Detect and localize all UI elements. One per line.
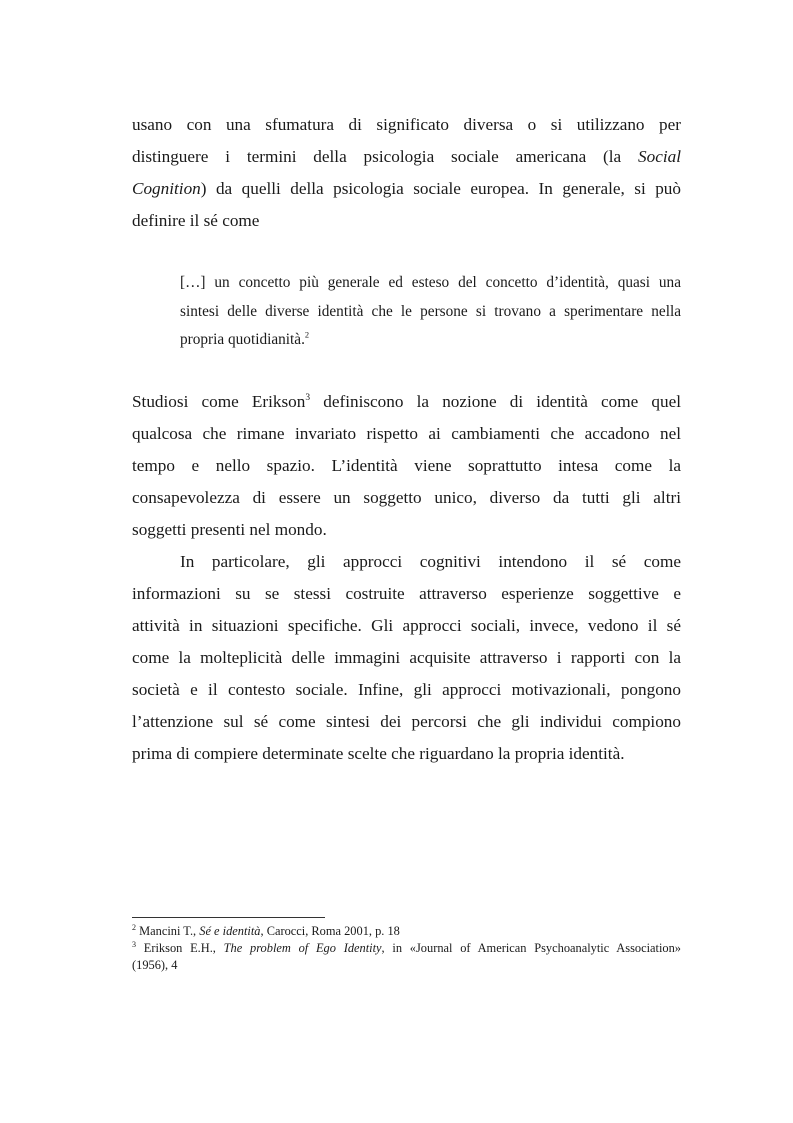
text: definiscono la nozione di identità come quel [310,392,681,411]
text: […] un concetto più generale ed esteso del concetto d’identità, quasi una [180,274,681,291]
footnote-3 [132,941,681,955]
text: In particolare, gli approcci cognitivi intendono il sé come [180,552,681,571]
text: consapevolezza di essere un soggetto unico, diverso da tutti gli altri [132,488,681,507]
text: l’attenzione sul sé come sintesi dei percorsi che gli individui compiono [132,712,681,731]
body-line [132,211,681,231]
italic-term: Cognition [132,179,201,198]
text: distinguere i termini della psicologia sociale americana (la [132,147,639,166]
body-line [180,552,681,572]
body-line [132,456,681,476]
body-line [132,147,681,167]
text: propria quotidianità. [180,331,305,348]
body-line [132,115,681,135]
footnote-ref: 2 [304,330,310,340]
body-line [132,648,681,668]
text: , in «Journal of American Psychoanalytic Association» [381,941,681,955]
text: Studiosi come Erikson [132,392,306,411]
body-line [132,392,681,412]
text: definire il sé come [132,211,260,230]
text: prima di compiere determinate scelte che riguardano la propria identità. [132,744,625,763]
text: Erikson E.H., [136,941,224,955]
text: qualcosa che rimane invariato rispetto ai cambiamenti che accadono nel [132,424,681,443]
italic-term: Social [638,147,681,166]
body-line [132,744,681,764]
text: , Carocci, Roma 2001, p. 18 [260,924,400,938]
quote-line [180,303,681,321]
footnote-3-continued [132,958,681,972]
body-line [132,179,681,199]
article-title: The problem of Ego Identity [223,941,382,955]
text: soggetti presenti nel mondo. [132,520,327,539]
text: sintesi delle diverse identità che le persone si trovano a sperimentare nella [180,303,681,320]
text: (1956), 4 [132,958,178,972]
text: come la molteplicità delle immagini acquisite attraverso i rapporti con la [132,648,681,667]
footnote-2 [132,924,681,938]
body-line [132,616,681,636]
book-title: Sé e identità [199,924,261,938]
body-line [132,520,681,540]
text: ) da quelli della psicologia sociale europea. In generale, si può [200,179,681,198]
footnote-number: 2 [132,923,137,933]
quote-line [180,331,681,349]
body-line [132,424,681,444]
body-line [132,712,681,732]
body-line [132,680,681,700]
quote-line [180,274,681,292]
body-line [132,488,681,508]
footnote-separator [132,917,325,918]
text: informazioni su se stessi costruite attraverso esperienze soggettive e [132,584,681,603]
text: tempo e nello spazio. L’identità viene soprattutto intesa come la [132,456,681,475]
text: usano con una sfumatura di significato diversa o si utilizzano per [132,115,681,134]
text: Mancini T., [136,924,200,938]
footnote-ref: 3 [305,392,311,403]
text: attività in situazioni specifiche. Gli approcci sociali, invece, vedono il sé [132,616,681,635]
text: società e il contesto sociale. Infine, gli approcci motivazionali, pongono [132,680,681,699]
body-line [132,584,681,604]
footnote-number: 3 [132,940,137,950]
